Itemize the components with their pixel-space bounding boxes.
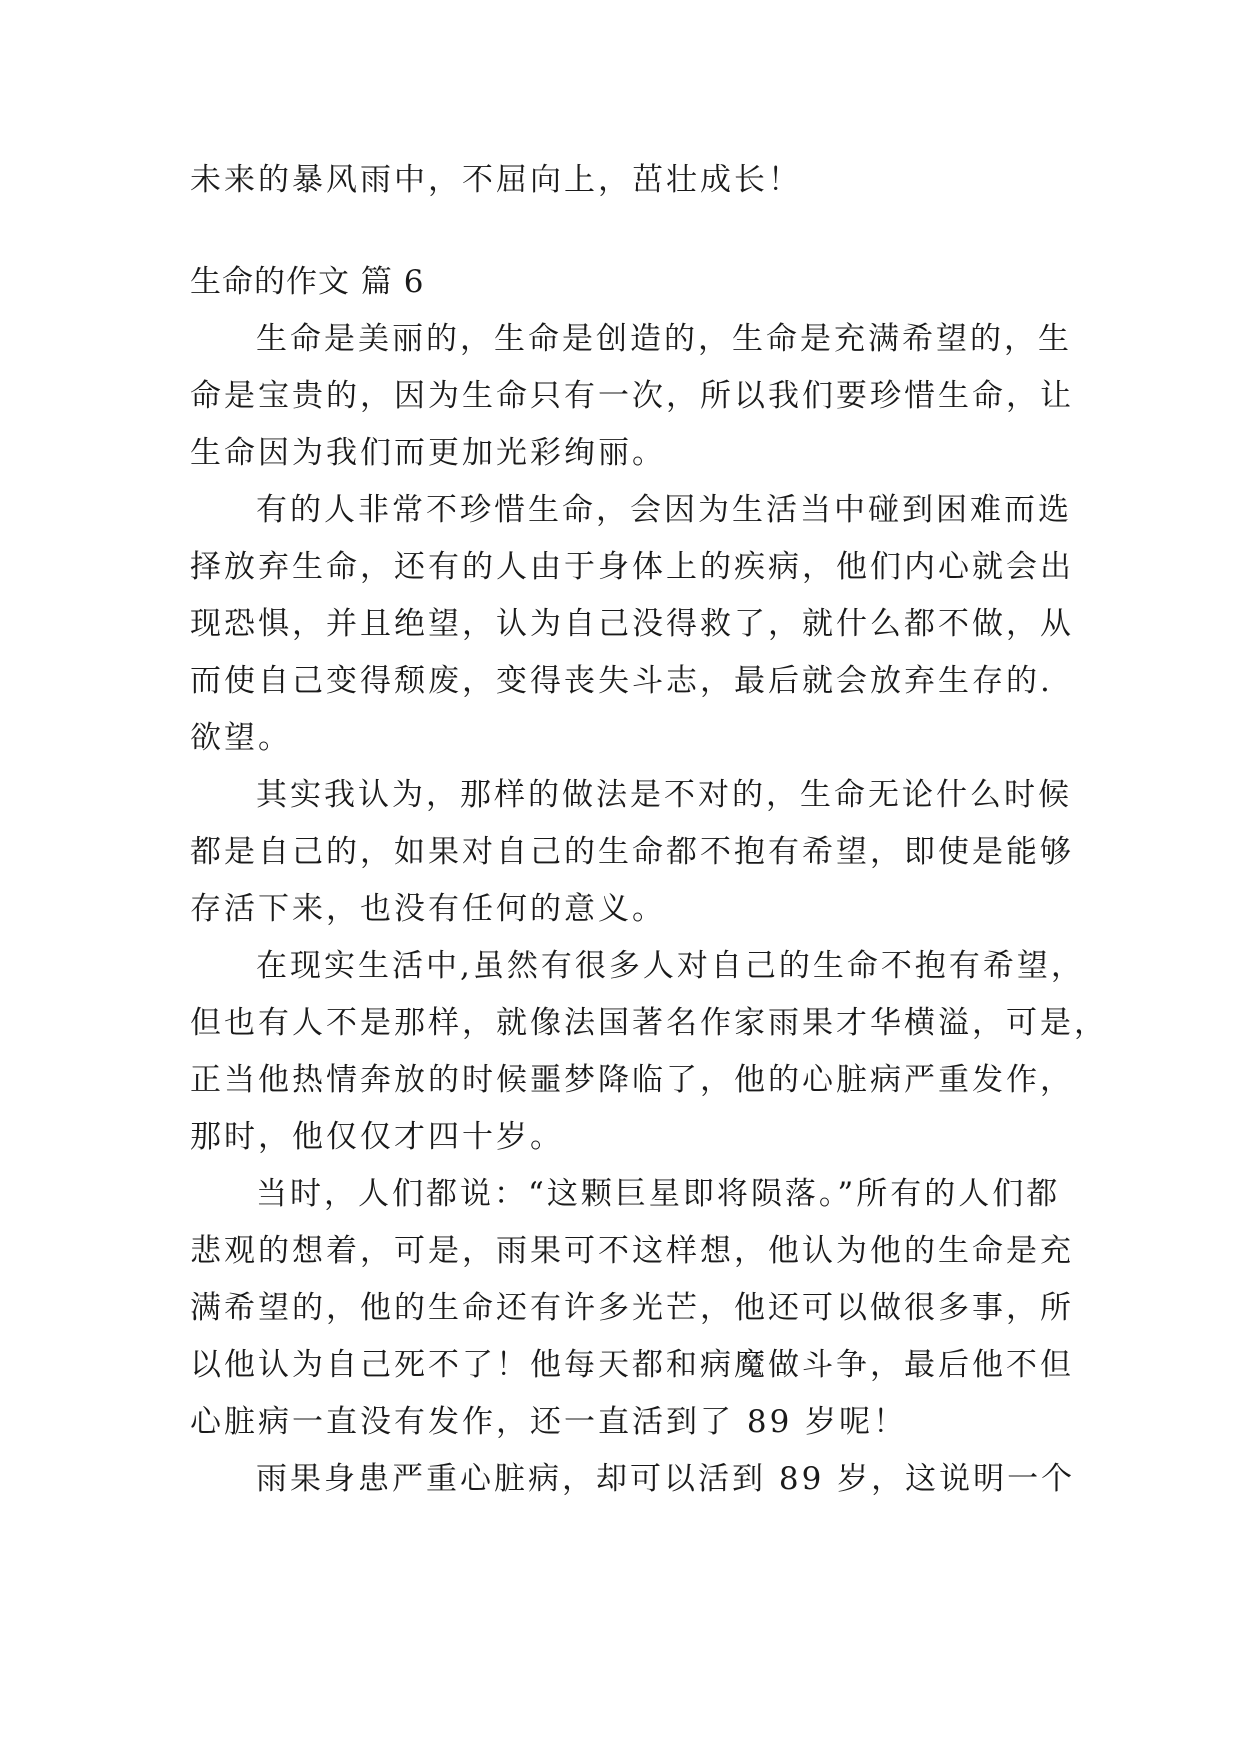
text-line: 而使自己变得颓废，变得丧失斗志，最后就会放弃生存的. [190,663,1053,699]
text-line: 生命是美丽的，生命是创造的，生命是充满希望的，生 [256,321,1072,357]
text-line: 以他认为自己死不了！他每天都和病魔做斗争，最后他不但 [190,1347,1074,1383]
text-line: 生命因为我们而更加光彩绚丽。 [190,435,666,471]
text-line: 欲望。 [190,720,292,756]
text-line: 命是宝贵的，因为生命只有一次，所以我们要珍惜生命，让 [190,378,1074,414]
text-line: 当时，人们都说：“这颗巨星即将陨落。”所有的人们都 [256,1176,1061,1212]
section-heading: 生命的作文 篇 6 [190,264,425,300]
paragraph-gap [190,217,1070,262]
text-line: 有的人非常不珍惜生命，会因为生活当中碰到困难而选 [256,492,1072,528]
text-line: 其实我认为，那样的做法是不对的，生命无论什么时候 [256,777,1072,813]
text-line: 那时，他仅仅才四十岁。 [190,1119,564,1155]
text-line: 存活下来，也没有任何的意义。 [190,891,666,927]
text-line: 但也有人不是那样，就像法国著名作家雨果才华横溢，可是， [190,1005,1108,1041]
text-line: 雨果身患严重心脏病，却可以活到 89 岁，这说明一个 [256,1461,1076,1497]
document-body [190,160,1108,1516]
text-line: 未来的暴风雨中，不屈向上，茁壮成长！ [190,162,802,198]
text-line: 择放弃生命，还有的人由于身体上的疾病，他们内心就会出 [190,549,1074,585]
text-line: 心脏病一直没有发作，还一直活到了 89 岁呢！ [190,1404,908,1440]
text-line: 都是自己的，如果对自己的生命都不抱有希望，即使是能够 [190,834,1074,870]
text-line: 在现实生活中,虽然有很多人对自己的生命不抱有希望， [256,948,1085,984]
text-line: 悲观的想着，可是，雨果可不这样想，他认为他的生命是充 [190,1233,1074,1269]
text-line: 正当他热情奔放的时候噩梦降临了，他的心脏病严重发作， [190,1062,1074,1098]
text-line: 现恐惧，并且绝望，认为自己没得救了，就什么都不做，从 [190,606,1074,642]
text-line: 满希望的，他的生命还有许多光芒，他还可以做很多事，所 [190,1290,1074,1326]
